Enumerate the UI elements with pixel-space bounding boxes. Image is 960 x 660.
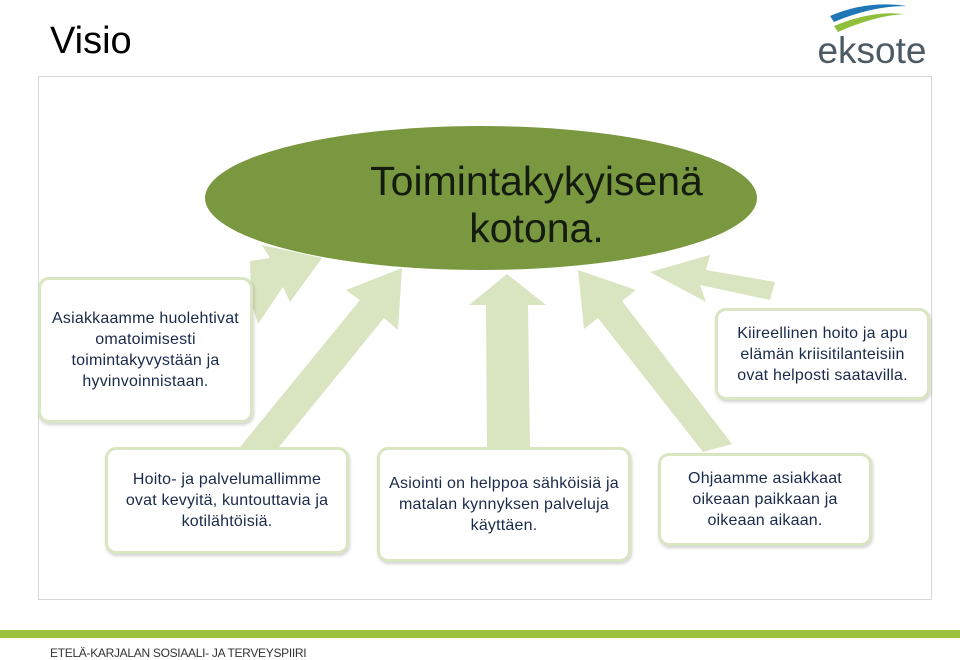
box-guidance [658,453,872,546]
box-care-models [105,447,349,554]
box-urgent-care-text: Kiireellinen hoito ja apu elämän kriisitilanteisiin ovat helposti saatavilla. [737,324,908,384]
box-digital-services [377,447,631,562]
slide-title: Visio [50,20,132,62]
goal-text: Toimintakykyisenä kotona. [370,158,703,251]
box-care-models-text: Hoito- ja palvelumallimme ovat kevyitä, kuntouttavia ja kotilähtöisiä. [125,471,329,530]
box-digital-services-text: Asiointi on helppoa sähköisiä ja matalan kynnyksen palveluja käyttäen. [389,475,619,534]
footer-bar [0,630,960,638]
box-urgent-care [715,308,930,400]
box-self-care [38,277,253,423]
box-self-care-text: Asiakkaamme huolehtivat omatoimisesti toimintakyvystään ja hyvinvoinnistaan. [52,310,239,390]
arrow-4 [578,270,732,452]
box-guidance-text: Ohjaamme asiakkaat oikeaan paikkaan ja oikeaan aikaan. [688,470,842,529]
footer-text: ETELÄ-KARJALAN SOSIAALI- JA TERVEYSPIIRI [50,646,307,660]
arrow-3 [469,274,546,452]
goal [205,125,758,275]
logo-text: eksote [817,30,927,71]
